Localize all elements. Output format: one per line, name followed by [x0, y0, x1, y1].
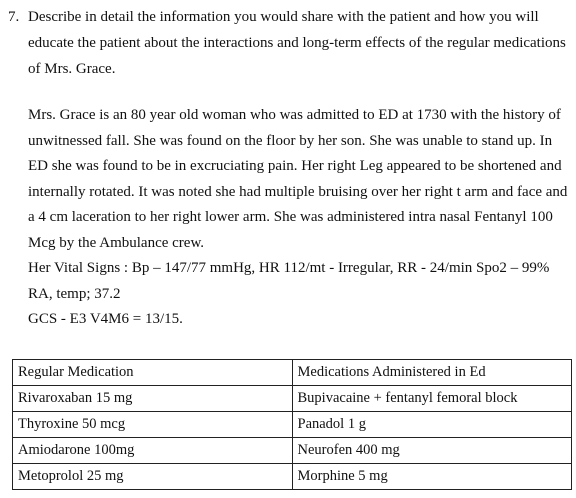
table-header-row [13, 360, 572, 386]
header-administered-medication: Medications Administered in Ed [292, 360, 572, 386]
administered-medication-cell: Neurofen 400 mg [292, 438, 572, 464]
table-row [13, 386, 572, 412]
table-row [13, 464, 572, 490]
case-paragraph: Mrs. Grace is an 80 year old woman who was admitted to ED at 1730 with the history of unwitnessed fall. She was found on the floor by her son. She was unable to stand up. In ED she was found to be in excruciating pain. Her right Leg appeared to be shortened and internally rotated. It was noted she had multiple bruising over her right t arm and face and a 4 cm laceration to her right lower arm. She was administered intra nasal Fentanyl 100 Mcg by the Ambulance crew. [28, 107, 568, 251]
header-regular-medication: Regular Medication [13, 360, 293, 386]
administered-medication-cell: Morphine 5 mg [292, 464, 572, 490]
table-row [13, 412, 572, 438]
regular-medication-cell: Thyroxine 50 mcg [13, 412, 293, 438]
regular-medication-cell: Amiodarone 100mg [13, 438, 293, 464]
gcs-score: GCS - E3 V4M6 = 13/15. [28, 311, 183, 327]
vital-signs: Her Vital Signs : Bp – 147/77 mmHg, HR 112/mt - Irregular, RR - 24/min Spo2 – 99% RA, temp; 37.2 [28, 260, 550, 302]
regular-medication-cell: Metoprolol 25 mg [13, 464, 293, 490]
question-number: 7. [8, 9, 20, 25]
regular-medication-cell: Rivaroxaban 15 mg [13, 386, 293, 412]
administered-medication-cell: Panadol 1 g [292, 412, 572, 438]
question [8, 4, 568, 82]
question-text: Describe in detail the information you would share with the patient and how you will educate the patient about the interactions and long-term effects of the regular medications of Mrs. Grace. [28, 9, 566, 77]
medication-table [12, 359, 572, 490]
administered-medication-cell: Bupivacaine + fentanyl femoral block [292, 386, 572, 412]
table-row [13, 438, 572, 464]
case-description [28, 103, 568, 333]
